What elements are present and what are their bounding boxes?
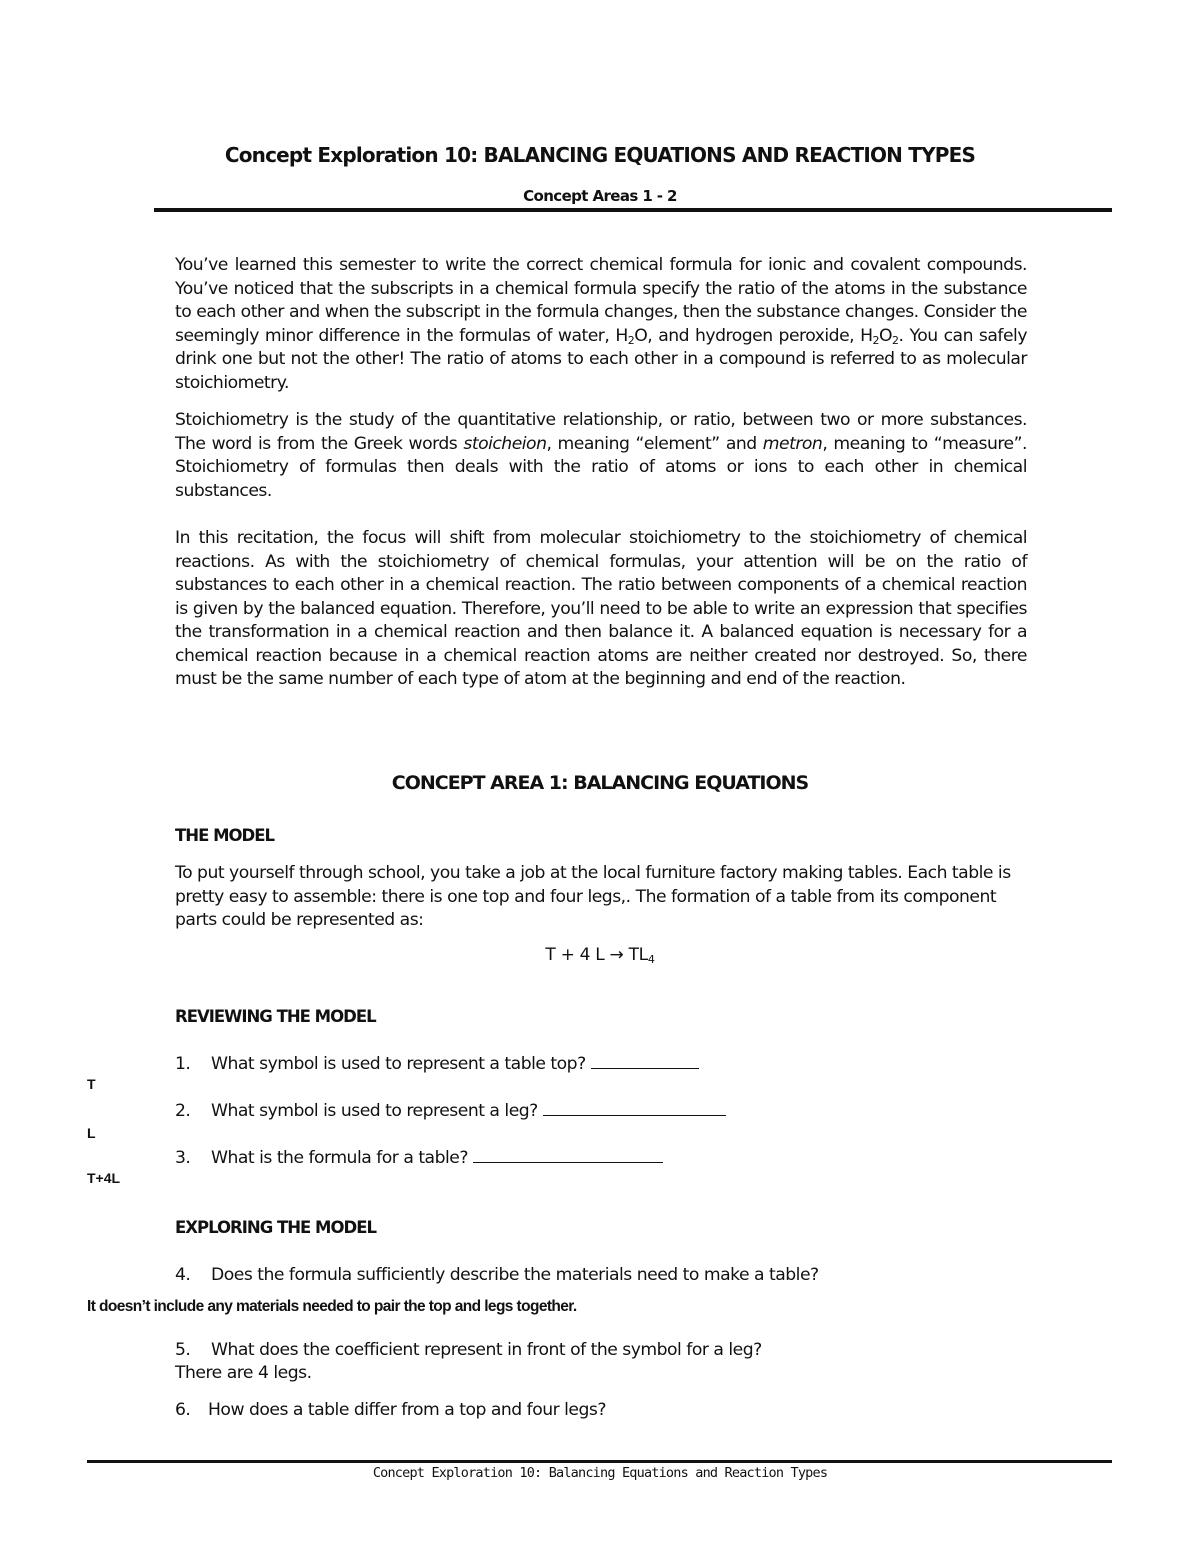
model-heading: THE MODEL <box>175 826 275 845</box>
page-title: Concept Exploration 10: BALANCING EQUATIONS AND REACTION TYPES <box>224 143 976 167</box>
side-answer-2: L <box>87 1125 96 1141</box>
footer-divider <box>87 1460 1112 1463</box>
reviewing-heading: REVIEWING THE MODEL <box>175 1007 376 1026</box>
header-divider <box>154 208 1112 212</box>
concept-area-1-title: CONCEPT AREA 1: BALANCING EQUATIONS <box>391 772 809 794</box>
question-4-answer: It doesn’t include any materials needed to pair the top and legs together. <box>87 1298 577 1315</box>
intro-paragraph-2: Stoichiometry is the study of the quantitative relationship, or ratio, between two or more substances. The word is from the Greek words stoicheion, meaning “element” and metron, meaning to “measure”. Stoichiometry of formulas then deals with the ratio of atoms or ions to each other in chemical substances. <box>175 410 1028 501</box>
model-text: To put yourself through school, you take a job at the local furniture factory making tables. Each table is pretty easy to assemble: there is one top and four legs,. The formation of a table from its component parts could be represented as: <box>175 863 1011 930</box>
page-footer: Concept Exploration 10: Balancing Equations and Reaction Types <box>372 1465 828 1481</box>
exploring-heading: EXPLORING THE MODEL <box>175 1218 376 1237</box>
question-1: 1. What symbol is used to represent a table top? <box>175 1052 699 1074</box>
model-equation: T + 4 $L \to TL_4$ <box>545 945 655 966</box>
question-3: 3. What is the formula for a table? <box>175 1146 663 1168</box>
question-2: 2. What symbol is used to represent a leg? <box>175 1099 726 1121</box>
side-answer-1: T <box>87 1076 96 1092</box>
answer-blank-2[interactable] <box>543 1099 726 1116</box>
page-subtitle: Concept Areas 1 - 2 <box>523 187 677 205</box>
question-6: 6. How does a table differ from a top and four legs? <box>175 1400 606 1420</box>
intro-paragraph-3: In this recitation, the focus will shift from molecular stoichiometry to the stoichiometry of chemical reactions. As with the stoichiometry of chemical formulas, your attention will be on the ratio of substances to each other in a chemical reaction. The ratio between components of a chemical reaction is given by the balanced equation. Therefore, you’ll need to be able to write an expression that specifies the transformation in a chemical reaction and then balance it. A balanced equation is necessary for a chemical reaction because in a chemical reaction atoms are neither created nor destroyed. So, there must be the same number of each type of atom at the beginning and end of the reaction. <box>175 528 1027 689</box>
question-5-answer: There are 4 legs. <box>175 1363 312 1383</box>
question-5: 5. What does the coefficient represent in front of the symbol for a leg? <box>175 1340 762 1360</box>
answer-blank-3[interactable] <box>473 1146 663 1163</box>
intro-paragraph-1: You’ve learned this semester to write the correct chemical formula for ionic and covalent compounds. You’ve noticed that the subscripts in a chemical formula specify the ratio of the atoms in the substance to each other and when the subscript in the formula changes, then the substance changes. Consider the seemingly minor difference in the formulas of water, $H_2O$, and hydrogen peroxide, $H_2O_2$. You can safely drink one but not the other! The ratio of atoms to each other in a compound is referred to as molecular stoichiometry. <box>175 255 1027 393</box>
side-answer-3: T+4L <box>87 1170 121 1186</box>
answer-blank-1[interactable] <box>591 1052 699 1069</box>
question-4: 4. Does the formula sufficiently describe the materials need to make a table? <box>175 1265 819 1285</box>
